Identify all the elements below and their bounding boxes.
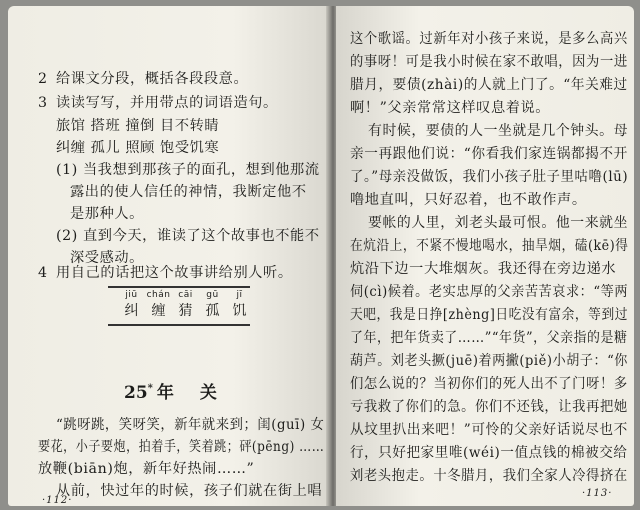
lesson-title-text: 年 关 (156, 383, 227, 403)
body-line-3: 放鞭(biān)炮，新年好热闹……” (38, 461, 255, 477)
right-line-20: 刘老头抱走。十冬腊月，我们全家人冷得挤在 (350, 468, 628, 484)
right-line-5: 有时候，要债的人一坐就是几个钟头。母 (368, 123, 629, 139)
vocab-top-rule (108, 286, 250, 288)
right-line-1: 这个歌谣。过新年对小孩子来说，是多么高兴 (350, 31, 628, 47)
exercise-2 (38, 68, 248, 88)
pinyin-1: jiū (125, 290, 138, 300)
exercise-4-text: 用自己的话把这个故事讲给别人听。 (56, 265, 293, 281)
left-page (8, 6, 330, 506)
lesson-number: 25 (124, 383, 148, 403)
exercise-3-number: 3 (38, 95, 48, 111)
vocab-char-3: 猜 (178, 303, 193, 319)
right-line-13: 天吧，我是日挣[zhèng]日吃没有富余，等到过 (350, 307, 628, 323)
sub-1-line-1: (1) 当我想到那孩子的面孔，想到他那流 (56, 162, 320, 178)
right-line-9: 要帐的人里，刘老头最可恨。他一来就坐 (368, 215, 629, 231)
page-number-left: ·112· (42, 495, 73, 506)
lesson-mark: * (147, 383, 153, 395)
exercise-2-text: 给课文分段，概括各段段意。 (56, 71, 249, 87)
right-line-11: 炕沿下边一大堆烟灰。我还得在旁边递水 (350, 261, 617, 277)
sub-2-line-1: (2) 直到今天，谁读了这个故事也不能不 (56, 228, 320, 244)
word-row-2: 纠缠 孤儿 照顾 饱受饥寒 (56, 140, 220, 156)
vocab-char-row (118, 300, 253, 320)
lesson-title (124, 378, 227, 403)
vocab-bottom-rule (108, 324, 250, 326)
exercise-2-number: 2 (38, 71, 48, 87)
sub-1-line-2: 露出的使人信任的神情，我断定他不 (70, 184, 307, 200)
right-line-16: 们怎么说的？当初你们的死人出不了门呀！多 (350, 376, 628, 392)
right-line-3: 腊月，要债(zhài)的人就上门了。“年关难过 (350, 77, 628, 93)
body-line-2: 要花，小子要炮，拍着手，笑着跳；砰(pēng) …… (38, 439, 325, 455)
body-line-4: 从前，快过年的时候，孩子们就在街上唱 (56, 483, 323, 499)
sub-2-line-2: 深受感动。 (70, 250, 144, 266)
right-line-12: 伺(cì)候着。老实忠厚的父亲苦苦哀求：“等两 (350, 284, 629, 300)
pinyin-4: gū (206, 290, 219, 300)
pinyin-2: chán (146, 290, 171, 300)
vocab-char-5: 饥 (232, 303, 247, 319)
body-line-1: “跳呀跳，笑呀笑，新年就来到；闺(guī) 女 (56, 417, 325, 433)
right-line-7: 了。”母亲没做饭，我们小孩子肚子里咕噜(lū) (350, 169, 629, 185)
pinyin-5: jī (236, 290, 243, 300)
vocab-char-4: 孤 (205, 303, 220, 319)
exercise-4-number: 4 (38, 265, 48, 281)
right-line-15: 葫芦。刘老头撅(juē)着两撇(piě)小胡子：“你 (350, 353, 628, 369)
right-line-17: 亏我救了你们的急。你们不还钱，让我再把她 (350, 399, 628, 415)
right-line-6: 亲一再跟他们说：“你看我们家连锅都揭不开 (350, 146, 628, 162)
exercise-3 (38, 92, 278, 112)
right-line-2: 的事呀！可是我小时候在家不敢唱，因为一进 (350, 54, 628, 70)
right-line-14: 了年，把年货卖了……”“年货”，父亲指的是糖 (350, 330, 628, 346)
exercise-4 (38, 262, 293, 282)
vocab-char-2: 缠 (151, 303, 166, 319)
page-number-right: ·113· (582, 488, 613, 499)
right-line-10: 在炕沿上，不紧不慢地喝水，抽旱烟，磕(kē)得 (350, 238, 629, 254)
right-line-19: 行，只好把家里唯(wéi)一值点钱的棉被交给 (350, 445, 628, 461)
sub-1-line-3: 是那种人。 (70, 206, 144, 222)
vocab-pinyin-row (118, 290, 253, 300)
right-line-4: 啊！”父亲常常这样叹息着说。 (350, 100, 551, 116)
exercise-3-text: 读读写写，并用带点的词语造句。 (56, 95, 278, 111)
pinyin-3: cāi (178, 290, 193, 300)
right-line-18: 从坟里扒出来吧！”可怜的父亲好话说尽也不 (350, 422, 628, 438)
vocab-char-1: 纠 (124, 303, 139, 319)
right-page (336, 6, 634, 506)
word-row-1: 旅馆 搭班 撞倒 目不转睛 (56, 118, 220, 134)
right-line-8: 噜地直叫，只好忍着，也不敢作声。 (350, 192, 587, 208)
